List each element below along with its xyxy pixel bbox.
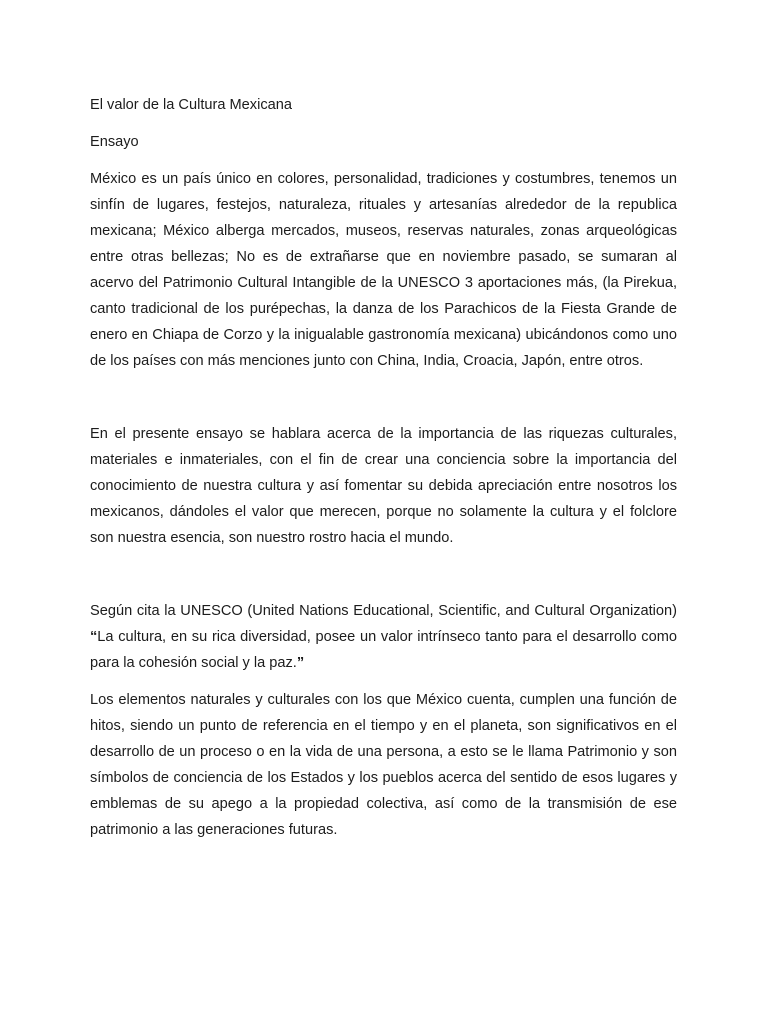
paragraph-intro: México es un país único en colores, personalidad, tradiciones y costumbres, tenemos un sinfín de lugares, festejos, naturaleza, rituales y artesanías alrededor de la republica mexicana; México alberga mercados, museos, reservas naturales, zonas arqueológicas entre otras bellezas; No es de extrañarse que en noviembre pasado, se sumaran al acervo del Patrimonio Cultural Intangible de la UNESCO 3 aportaciones más, (la Pirekua, canto tradicional de los purépechas, la danza de los Parachicos de la Fiesta Grande de enero en Chiapa de Corzo y la inigualable gastronomía mexicana) ubicándonos como uno de los países con más menciones junto con China, India, Croacia, Japón, entre otros. bbox=[90, 171, 677, 369]
quote-text: La cultura, en su rica diversidad, posee un valor intrínseco tanto para el desarrollo como para la cohesión social y la paz. bbox=[90, 629, 677, 671]
document-title: El valor de la Cultura Mexicana bbox=[90, 97, 292, 113]
quote-intro-text: Según cita la UNESCO (United Nations Educational, Scientific, and Cultural Organization) bbox=[90, 603, 677, 619]
document-subtitle: Ensayo bbox=[90, 134, 139, 150]
close-quote-mark: ” bbox=[296, 655, 305, 671]
paragraph-heritage: Los elementos naturales y culturales con los que México cuenta, cumplen una función de hitos, siendo un punto de referencia en el tiempo y en el planeta, son significativos en el desarrollo de un proceso o en la vida de una persona, a esto se le llama Patrimonio y son símbolos de conciencia de los Estados y los pueblos acerca del sentido de esos lugares y emblemas de su apego a la propiedad colectiva, así como de la transmisión de ese patrimonio a las generaciones futuras. bbox=[90, 692, 677, 838]
paragraph-purpose: En el presente ensayo se hablara acerca de la importancia de las riquezas culturales, materiales e inmateriales, con el fin de crear una conciencia sobre la importancia del conocimiento de nuestra cultura y así fomentar su debida apreciación entre nosotros los mexicanos, dándoles el valor que merecen, porque no solamente la cultura y el folclore son nuestra esencia, son nuestro rostro hacia el mundo. bbox=[90, 426, 677, 546]
paragraph-unesco-quote bbox=[90, 598, 677, 676]
open-quote-mark: “ bbox=[90, 629, 98, 645]
document-body bbox=[90, 92, 677, 854]
